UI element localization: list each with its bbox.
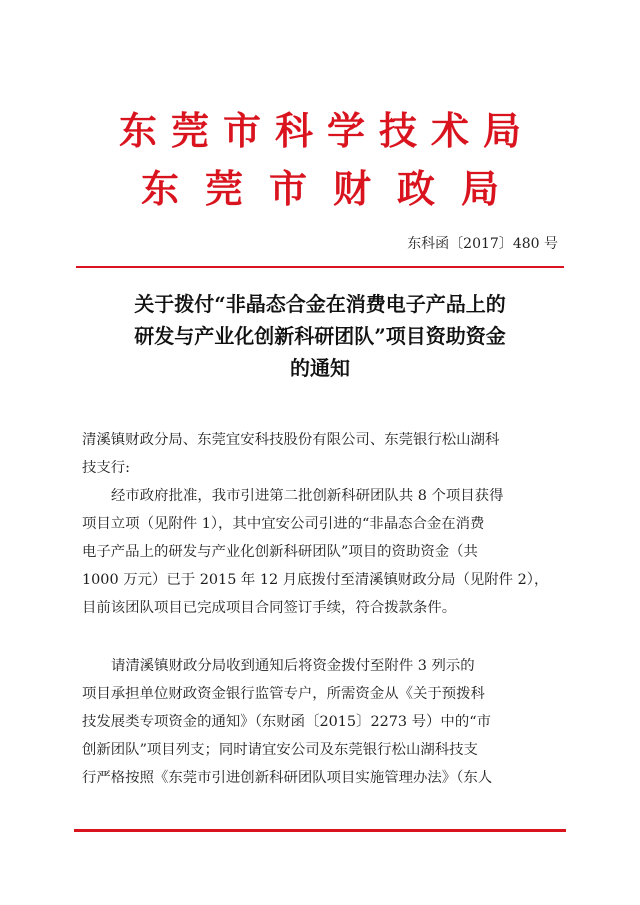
paragraph-line: 技发展类专项资金的通知》（东财函〔2015〕2273 号）中的“市	[82, 714, 491, 730]
paragraph-line: 1000 万元）已于 2015 年 12 月底拨付至清溪镇财政分局（见附件 2），	[82, 572, 549, 588]
paragraph-line: 目前该团队项目已完成项目合同签订手续，符合拨款条件。	[82, 600, 457, 616]
title-line: 关于拨付“非晶态合金在消费电子产品上的	[134, 292, 506, 316]
issuer-header-science-bureau: 东莞市科学技术局	[118, 108, 535, 153]
document-title	[70, 288, 570, 384]
title-line: 的通知	[290, 356, 350, 380]
footer-divider	[74, 829, 566, 832]
header-divider	[76, 266, 564, 268]
document-number: 东科函〔2017〕480 号	[407, 236, 558, 252]
paragraph-line: 请清溪镇财政分局收到通知后将资金拨付至附件 3 列示的	[111, 658, 475, 674]
title-line: 研发与产业化创新科研团队”项目资助资金	[134, 324, 506, 348]
paragraph-line: 项目承担单位财政资金银行监管专户，所需资金从《关于预拨科	[82, 686, 485, 702]
paragraph-line: 项目立项（见附件 1），其中宜安公司引进的“非晶态合金在消费	[82, 516, 485, 532]
paragraph-line: 行严格按照《东莞市引进创新科研团队项目实施管理办法》（东人	[82, 770, 493, 786]
paragraph-approval	[82, 482, 560, 622]
paragraph-line: 创新团队”项目列支；同时请宜安公司及东莞银行松山湖科技支	[82, 742, 478, 758]
paragraph-line: 电子产品上的研发与产业化创新科研团队”项目的资助资金（共	[82, 544, 478, 560]
recipients-line: 清溪镇财政分局、东莞宜安科技股份有限公司、东莞银行松山湖科	[82, 432, 500, 448]
paragraph-line: 经市政府批准，我市引进第二批创新科研团队共 8 个项目获得	[111, 488, 504, 504]
issuer-header-finance-bureau: 东莞市财政局	[140, 166, 525, 211]
recipients	[82, 426, 560, 482]
recipients-line: 技支行:	[82, 460, 131, 476]
paragraph-instructions	[82, 652, 560, 792]
